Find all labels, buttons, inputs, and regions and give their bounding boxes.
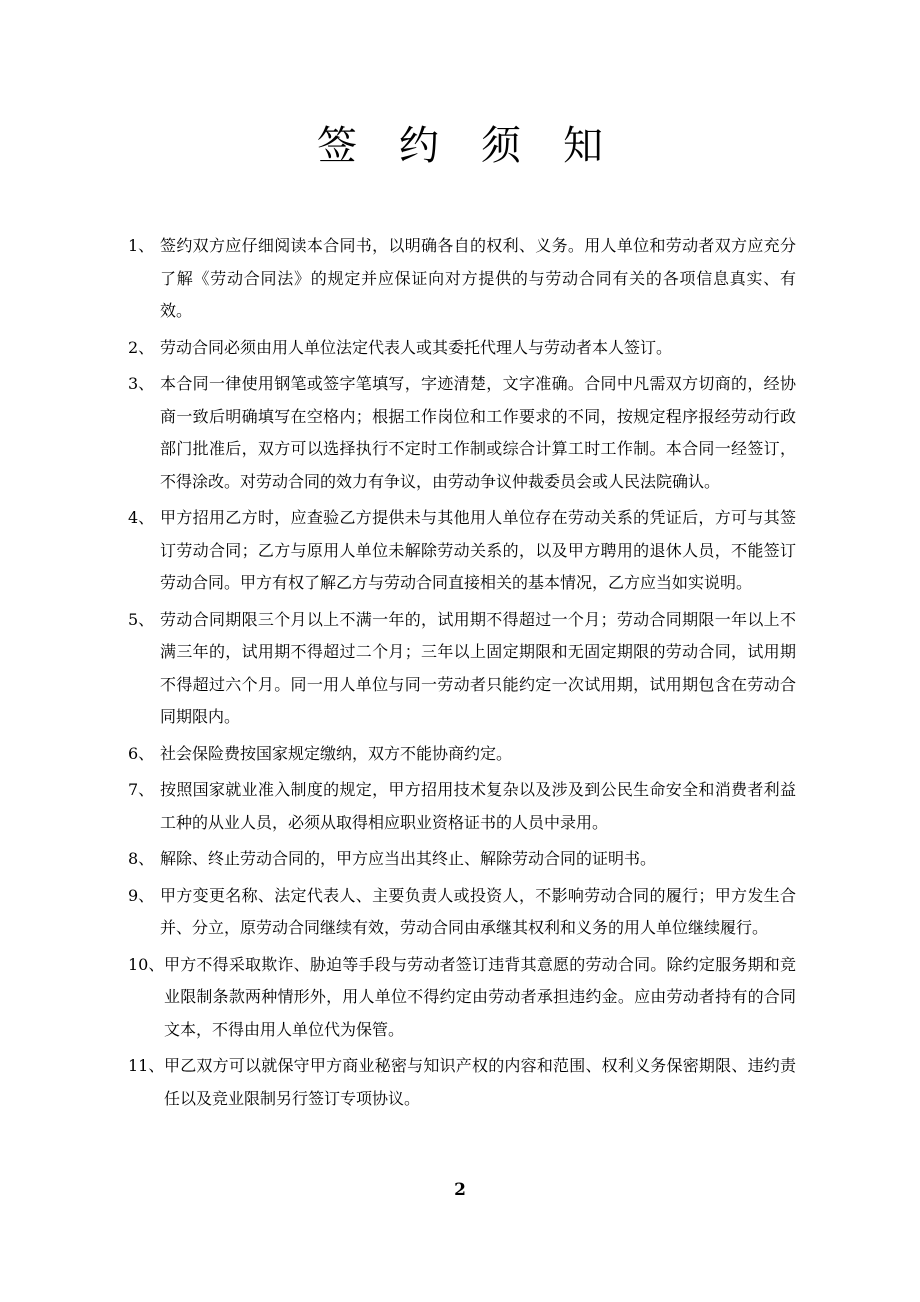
item-number: 6、 xyxy=(128,743,155,763)
list-item xyxy=(128,502,796,600)
list-item xyxy=(128,368,796,498)
item-number: 10、 xyxy=(128,954,165,974)
item-number: 8、 xyxy=(128,849,155,868)
page-number: 2 xyxy=(454,1180,466,1200)
list-item xyxy=(128,332,796,365)
item-number: 4、 xyxy=(128,508,155,527)
notice-list xyxy=(128,230,796,1119)
item-text: 甲方不得采取欺诈、胁迫等手段与劳动者签订违背其意愿的劳动合同。除约定服务期和竞业限制条款两种情形外，用人单位不得约定由劳动者承担违约金。应由劳动者持有的合同文本，不得由用人单位代为保管。 xyxy=(164,954,796,1039)
list-item xyxy=(128,230,796,328)
item-text: 签约双方应仔细阅读本合同书，以明确各自的权利、义务。用人单位和劳动者双方应充分了解《劳动合同法》的规定并应保证向对方提供的与劳动合同有关的各项信息真实、有效。 xyxy=(160,236,796,320)
item-text: 甲方变更名称、法定代表人、主要负责人或投资人，不影响劳动合同的履行；甲方发生合并、分立，原劳动合同继续有效，劳动合同由承继其权利和义务的用人单位继续履行。 xyxy=(160,885,796,937)
list-item xyxy=(128,843,796,876)
item-text: 本合同一律使用钢笔或签字笔填写，字迹清楚，文字准确。合同中凡需双方切商的，经协商一致后明确填写在空格内；根据工作岗位和工作要求的不同，按规定程序报经劳动行政部门批准后，双方可以选择执行不定时工作制或综合计算工时工作制。本合同一经签订，不得涂改。对劳动合同的效力有争议，由劳动争议仲裁委员会或人民法院确认。 xyxy=(160,374,796,491)
item-number: 2、 xyxy=(128,337,155,357)
list-item xyxy=(128,949,796,1047)
item-text: 按照国家就业准入制度的规定，甲方招用技术复杂以及涉及到公民生命安全和消费者利益工种的从业人员，必须从取得相应职业资格证书的人员中录用。 xyxy=(160,780,796,832)
item-text: 社会保险费按国家规定缴纳，双方不能协商约定。 xyxy=(160,743,513,763)
item-text: 劳动合同期限三个月以上不满一年的，试用期不得超过一个月；劳动合同期限一年以上不满三年的，试用期不得超过二个月；三年以上固定期限和无固定期限的劳动合同，试用期不得超过六个月。同一用人单位与同一劳动者只能约定一次试用期，试用期包含在劳动合同期限内。 xyxy=(160,609,796,726)
list-item xyxy=(128,1050,796,1115)
list-item xyxy=(128,880,796,945)
item-number: 5、 xyxy=(128,609,155,629)
item-number: 11、 xyxy=(128,1056,165,1075)
item-number: 3、 xyxy=(128,374,155,393)
item-text: 劳动合同必须由用人单位法定代表人或其委托代理人与劳动者本人签订。 xyxy=(160,337,673,357)
item-number: 9、 xyxy=(128,885,155,905)
item-text: 解除、终止劳动合同的，甲方应当出其终止、解除劳动合同的证明书。 xyxy=(160,849,657,868)
list-item xyxy=(128,774,796,839)
item-number: 7、 xyxy=(128,780,155,799)
list-item xyxy=(128,738,796,771)
item-text: 甲乙双方可以就保守甲方商业秘密与知识产权的内容和范围、权利义务保密期限、违约责任以及竞业限制另行签订专项协议。 xyxy=(164,1056,796,1108)
list-item xyxy=(128,604,796,734)
item-text: 甲方招用乙方时，应查验乙方提供未与其他用人单位存在劳动关系的凭证后，方可与其签订劳动合同；乙方与原用人单位未解除劳动关系的，以及甲方聘用的退休人员，不能签订劳动合同。甲方有权了解乙方与劳动合同直接相关的基本情况，乙方应当如实说明。 xyxy=(160,508,796,592)
item-number: 1、 xyxy=(128,236,155,255)
page-title: 签约须知 xyxy=(317,123,645,169)
